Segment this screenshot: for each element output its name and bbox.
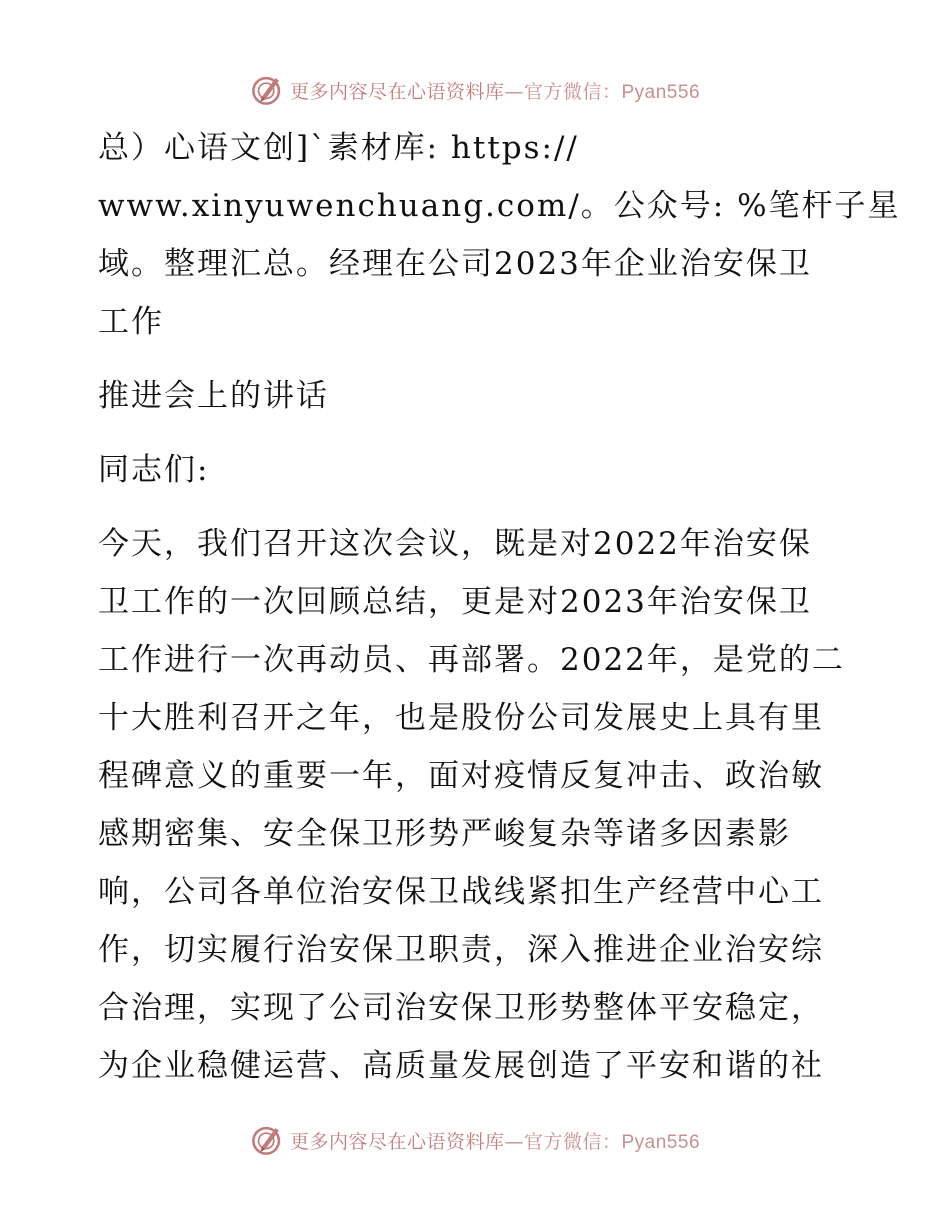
salutation-line: 同志们:: [98, 452, 210, 488]
watermark-label: 官方微信：: [523, 80, 622, 103]
paragraph-line: 作，切实履行治安保卫职责，深入推进企业治安综: [98, 932, 824, 968]
text-line: 总）心语文创]`素材库: https://: [98, 130, 579, 166]
watermark-text: [290, 1127, 700, 1154]
pen-nib-logo-icon: [250, 1123, 284, 1157]
paragraph-line: 感期密集、安全保卫形势严峻复杂等诸多因素影: [98, 816, 791, 852]
paragraph-line: 为企业稳健运营、高质量发展创造了平安和谐的社: [98, 1048, 824, 1084]
speech-title-line: 推进会上的讲话: [98, 378, 329, 414]
watermark-id: Pyan556: [621, 81, 701, 103]
paragraph-line: 响，公司各单位治安保卫战线紧扣生产经营中心工: [98, 874, 824, 910]
watermark-id: Pyan556: [621, 1131, 701, 1153]
paragraph-line: 工作进行一次再动员、再部署。2022年，是党的二: [98, 642, 845, 678]
paragraph-line: 卫工作的一次回顾总结，更是对2023年治安保卫: [98, 584, 812, 620]
text-line: www.xinyuwenchuang.com/。公众号: %笔杆子星: [98, 188, 901, 224]
watermark-dash: —: [504, 80, 524, 103]
paragraph-line: 合治理，实现了公司治安保卫形势整体平安稳定，: [98, 990, 824, 1026]
watermark-main: 更多内容尽在心语资料库: [289, 80, 505, 103]
text-line: 域。整理汇总。经理在公司2023年企业治安保卫: [98, 246, 812, 282]
paragraph-line: 程碑意义的重要一年，面对疫情反复冲击、政治敏: [98, 758, 824, 794]
watermark-dash: —: [504, 1130, 524, 1153]
paragraph-line: 今天，我们召开这次会议，既是对2022年治安保: [98, 526, 812, 562]
footer-watermark: [0, 1120, 950, 1160]
paragraph-line: 十大胜利召开之年，也是股份公司发展史上具有里: [98, 700, 824, 736]
watermark-main: 更多内容尽在心语资料库: [289, 1130, 505, 1153]
watermark-label: 官方微信：: [523, 1130, 622, 1153]
text-line: 工作: [98, 304, 164, 340]
